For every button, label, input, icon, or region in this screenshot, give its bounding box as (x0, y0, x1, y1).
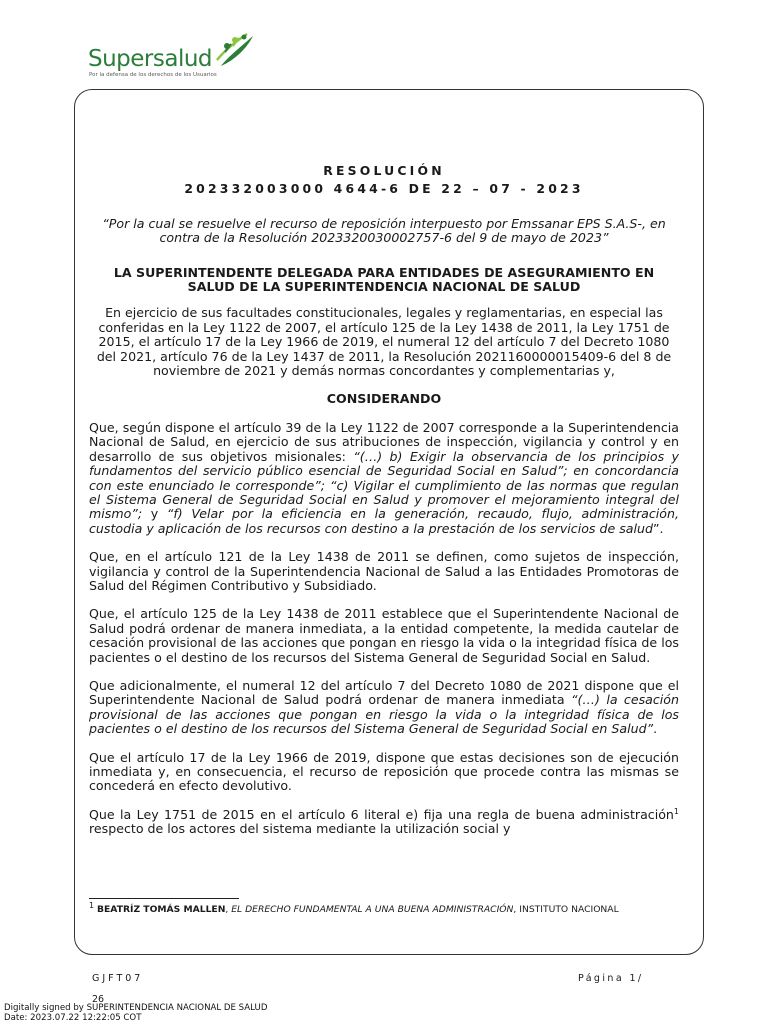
doc-title: RESOLUCIÓN (323, 163, 445, 178)
logo-text: Supersalud (88, 46, 213, 72)
logo-people-icon (213, 28, 257, 72)
signature-line-2: Date: 2023.07.22 12:22:05 COT (4, 1012, 142, 1023)
doc-preamble: En ejercicio de sus facultades constitucionales, legales y reglamentarias, en especial las conferidas en la Ley 1122 de 2007, el artículo 125 de la Ley 1438 de 2011, la Ley 1751 de 2015, el artículo 17 de la Ley 1966 de 2019, el numeral 12 del artículo 7 del Decreto 1080 del 2021, artículo 76 de la Ley 1437 de 2011, la Resolución 2021160000015409-6 del 8 de noviembre de 2021 y demás normas concordantes y complementarias y, (96, 305, 672, 379)
footnote-divider (89, 898, 239, 899)
paragraph-1: Que, según dispone el artículo 39 de la Ley 1122 de 2007 corresponde a la Superintendencia Nacional de Salud, en ejercicio de sus atribuciones de inspección, vigilancia y control y en desarrollo de sus objetivos misionales: “(…) b) Exigir la observancia de los principios y fundamentos del servicio público esencial de Seguridad Social en Salud”; en concordancia con este enunciado le corresponde”; “c) Vigilar el cumplimiento de las normas que regulan el Sistema General de Seguridad Social en Salud y promover el mejoramiento integral del mismo”; y “f) Velar por la eficiencia en la generación, recaudo, flujo, administración, custodia y aplicación de los recursos con destino a la prestación de los servicios de salud”. (89, 419, 679, 536)
supersalud-logo (88, 28, 258, 80)
paragraph-6: Que la Ley 1751 de 2015 en el artículo 6 literal e) fija una regla de buena administración$^1$ respecto de los actores del sistema mediante la utilización social y (89, 806, 679, 837)
document-body (89, 160, 679, 837)
digital-signature (4, 1004, 267, 1023)
page-total: 26 (92, 994, 105, 1005)
page-number: Página 1/ (578, 973, 644, 984)
paragraph-3: Que, el artículo 125 de la Ley 1438 de 2011 establece que el Superintendente Nacional de Salud podrá ordenar de manera inmediata, a la entidad competente, la medida cautelar de cesación provisional de las acciones que pongan en riesgo la vida o la integridad física de los pacientes o el destino de los recursos del Sistema General de Seguridad Social en Salud. (89, 606, 679, 665)
doc-number: 202332003000 4644-6 DE 22 – 07 - 2023 (184, 181, 584, 197)
paragraph-2: Que, en el artículo 121 de la Ley 1438 de 2011 se definen, como sujetos de inspección, vigilancia y control de la Superintendencia Nacional de Salud a las Entidades Promotoras de Salud del Régimen Contributivo y Subsidiado. (89, 549, 679, 593)
doc-authority: LA SUPERINTENDENTE DELEGADA PARA ENTIDADES DE ASEGURAMIENTO EN SALUD DE LA SUPERINTENDENCIA NACIONAL DE SALUD (113, 264, 655, 295)
doc-subtitle: “Por la cual se resuelve el recurso de reposición interpuesto por Emssanar EPS S.A.S-, en contra de la Resolución 2023320030002757-6 del 9 de mayo de 2023” (102, 215, 666, 246)
footnote: $^1$ BEATRÍZ TOMÁS MALLEN, EL DERECHO FUNDAMENTAL A UNA BUENA ADMINISTRACIÓN, INSTITUTO NACIONAL (89, 900, 619, 915)
paragraph-5: Que el artículo 17 de la Ley 1966 de 2019, dispone que estas decisiones son de ejecución inmediata y, en consecuencia, el recurso de reposición que procede contra las mismas se concederá en efecto devolutivo. (89, 749, 679, 794)
logo-tagline: Por la defensa de los derechos de los Usuarios (89, 72, 217, 78)
form-code: GJFT07 (92, 973, 144, 984)
considerando-heading: CONSIDERANDO (326, 391, 442, 407)
footnote-ref: 1 (673, 806, 679, 816)
signature-line-1: Digitally signed by SUPERINTENDENCIA NACIONAL DE SALUD (4, 1003, 268, 1013)
paragraph-4: Que adicionalmente, el numeral 12 del artículo 7 del Decreto 1080 de 2021 dispone que el Superintendente Nacional de Salud podrá ordenar de manera inmediata “(…) la cesación provisional de las acciones que pongan en riesgo la vida o la integridad física de los pacientes o el destino de los recursos del Sistema General de Seguridad Social en Salud”. (89, 677, 679, 737)
